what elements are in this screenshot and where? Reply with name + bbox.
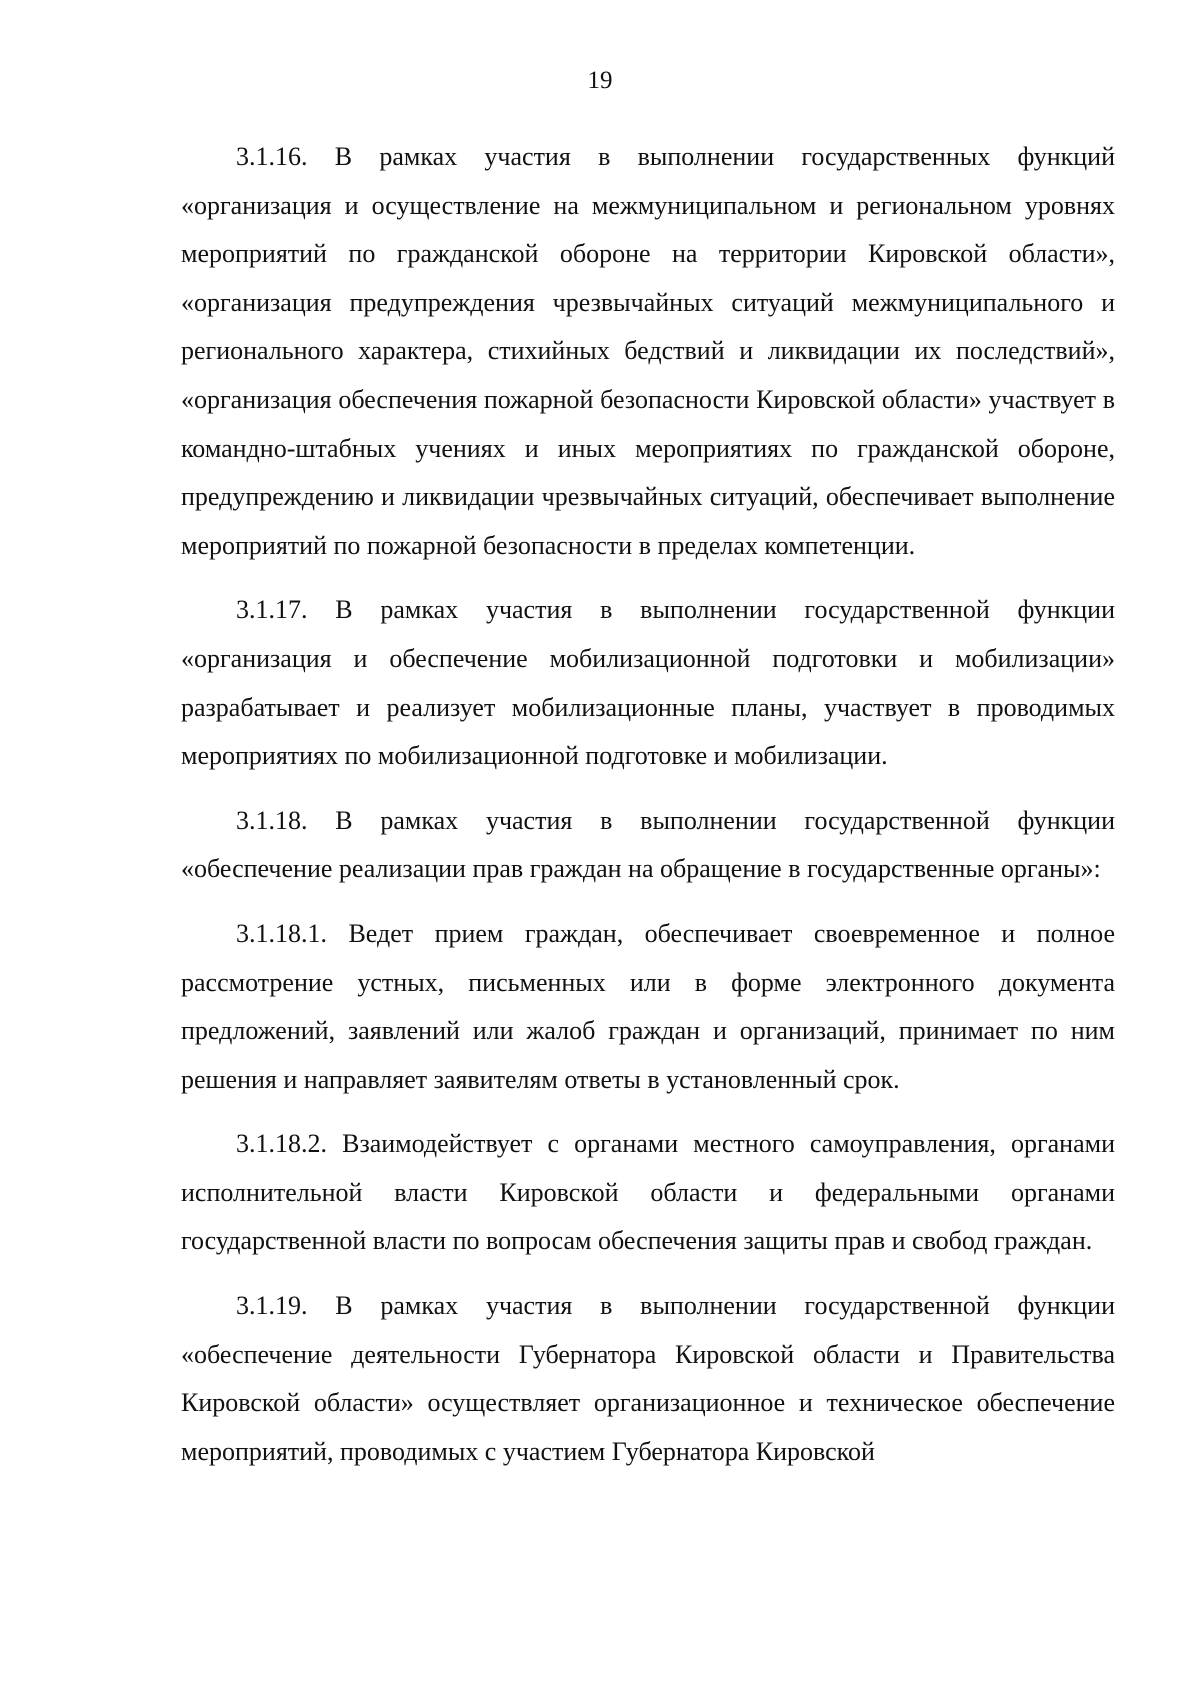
paragraph-3-1-19: 3.1.19. В рамках участия в выполнении государственной функции «обеспечение деятельности Губернатора Кировской области и Правительства Кировской области» осуществляет организационное и техническое обеспечение мероприятий, проводимых с участием Губернатора Кировской <box>181 1291 1115 1466</box>
document-body <box>181 133 1115 1476</box>
paragraph-3-1-16: 3.1.16. В рамках участия в выполнении государственных функций «организация и осуществление на межмуниципальном и региональном уровнях мероприятий по гражданской обороне на территории Кировской области», «организация предупреждения чрезвычайных ситуаций межмуниципального и регионального характера, стихийных бедствий и ликвидации их последствий», «организация обеспечения пожарной безопасности Кировской области» участвует в командно-штабных учениях и иных мероприятиях по гражданской обороне, предупреждению и ликвидации чрезвычайных ситуаций, обеспечивает выполнение мероприятий по пожарной безопасности в пределах компетенции. <box>181 142 1115 560</box>
paragraph-3-1-18: 3.1.18. В рамках участия в выполнении государственной функции «обеспечение реализации прав граждан на обращение в государственные органы»: <box>181 805 1115 884</box>
paragraph-3-1-17: 3.1.17. В рамках участия в выполнении государственной функции «организация и обеспечение мобилизационной подготовки и мобилизации» разрабатывает и реализует мобилизационные планы, участвует в проводимых мероприятиях по мобилизационной подготовке и мобилизации. <box>181 595 1115 771</box>
page-number: 19 <box>587 67 613 94</box>
paragraph-3-1-18-1: 3.1.18.1. Ведет прием граждан, обеспечивает своевременное и полное рассмотрение устных, письменных или в форме электронного документа предложений, заявлений или жалоб граждан и организаций, принимает по ним решения и направляет заявителям ответы в установленный срок. <box>181 918 1115 1094</box>
paragraph-3-1-18-2: 3.1.18.2. Взаимодействует с органами местного самоуправления, органами исполнительной власти Кировской области и федеральными органами государственной власти по вопросам обеспечения защиты прав и свобод граждан. <box>181 1129 1115 1256</box>
